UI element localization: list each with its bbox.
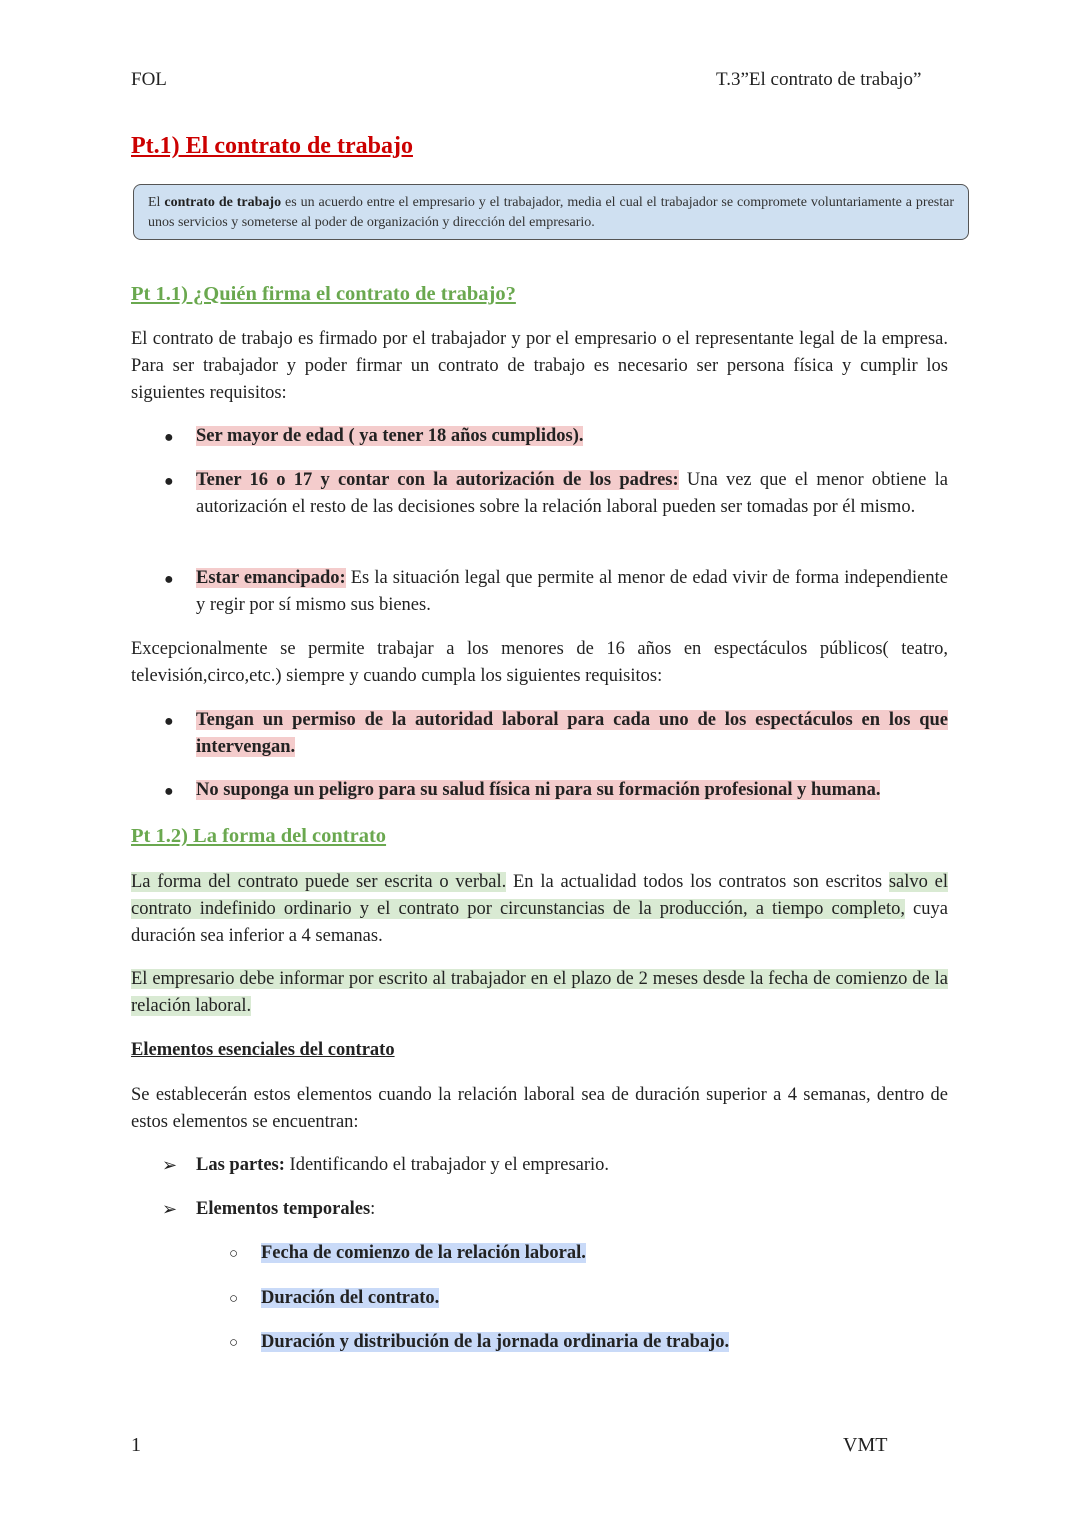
form-paragraph: La forma del contrato puede ser escrita o verbal. En la actualidad todos los contratos son escritos salvo el contrato indefinido ordinario y el contrato por circunstancias de la producción, a tiempo completo, cuya duración sea inferior a 4 semanas. [131, 872, 949, 946]
definition-box [133, 184, 969, 240]
circle-bullet-icon: ○ [229, 1246, 239, 1262]
exception-requirement-2: No suponga un peligro para su salud física ni para su formación profesional y humana. [196, 780, 881, 800]
definition-term: contrato de trabajo [164, 195, 282, 210]
subsection-title-1-2: Pt 1.2) La forma del contrato [131, 825, 387, 847]
header-topic: T.3”El contrato de trabajo” [716, 69, 922, 90]
intro-paragraph: El contrato de trabajo es firmado por el trabajador y por el empresario o el representante legal de la empresa. Para ser trabajador y poder firmar un contrato de trabajo es necesario ser persona física y cumplir los siguientes requisitos: [131, 329, 948, 403]
element-temporal: Elementos temporales: [196, 1199, 376, 1219]
section-title: Pt.1) El contrato de trabajo [131, 133, 413, 159]
element-parties: Las partes: Identificando el trabajador y el empresario. [196, 1155, 610, 1175]
inform-paragraph: El empresario debe informar por escrito al trabajador en el plazo de 2 meses desde la fecha de comienzo de la relación laboral. [131, 969, 948, 1016]
circle-bullet-icon: ○ [229, 1335, 239, 1351]
requirement-2: Tener 16 o 17 y contar con la autorización de los padres: Una vez que el menor obtiene la autorización el resto de las decisiones sobre la relación laboral pueden ser tomadas por él mismo. [196, 470, 948, 517]
bullet-icon: ● [164, 713, 174, 730]
elements-heading: Elementos esenciales del contrato [131, 1040, 395, 1060]
bullet-icon: ● [164, 429, 174, 446]
exception-requirement-1: Tengan un permiso de la autoridad laboral para cada uno de los espectáculos en los que intervengan. [196, 710, 948, 757]
temporal-item-1: Fecha de comienzo de la relación laboral. [261, 1243, 586, 1263]
page-number: 1 [131, 1434, 141, 1456]
requirement-3: Estar emancipado: Es la situación legal que permite al menor de edad vivir de forma independiente y regir por sí mismo sus bienes. [196, 568, 948, 615]
circle-bullet-icon: ○ [229, 1291, 239, 1307]
definition-text: es un acuerdo entre el empresario y el trabajador, media el cual el trabajador se compromete voluntariamente a prestar unos servicios y someterse al poder de organización y dirección del empresario. [148, 195, 954, 230]
subsection-title-1-1: Pt 1.1) ¿Quién firma el contrato de trabajo? [131, 283, 516, 305]
author-initials: VMT [843, 1434, 888, 1456]
requirement-1: Ser mayor de edad ( ya tener 18 años cumplidos). [196, 426, 584, 446]
arrow-bullet-icon: ➢ [162, 1155, 178, 1175]
bullet-icon: ● [164, 571, 174, 588]
header-subject: FOL [131, 69, 167, 90]
temporal-item-3: Duración y distribución de la jornada ordinaria de trabajo. [261, 1332, 730, 1352]
bullet-icon: ● [164, 473, 174, 490]
elements-intro: Se establecerán estos elementos cuando la relación laboral sea de duración superior a 4 semanas, dentro de estos elementos se encuentran: [131, 1085, 948, 1132]
arrow-bullet-icon: ➢ [162, 1199, 178, 1219]
temporal-item-2: Duración del contrato. [261, 1288, 440, 1308]
definition-pre: El [148, 195, 165, 210]
exception-paragraph: Excepcionalmente se permite trabajar a los menores de 16 años en espectáculos públicos( teatro, televisión,circo,etc.) siempre y cuando cumpla los siguientes requisitos: [131, 639, 948, 686]
bullet-icon: ● [164, 783, 174, 800]
